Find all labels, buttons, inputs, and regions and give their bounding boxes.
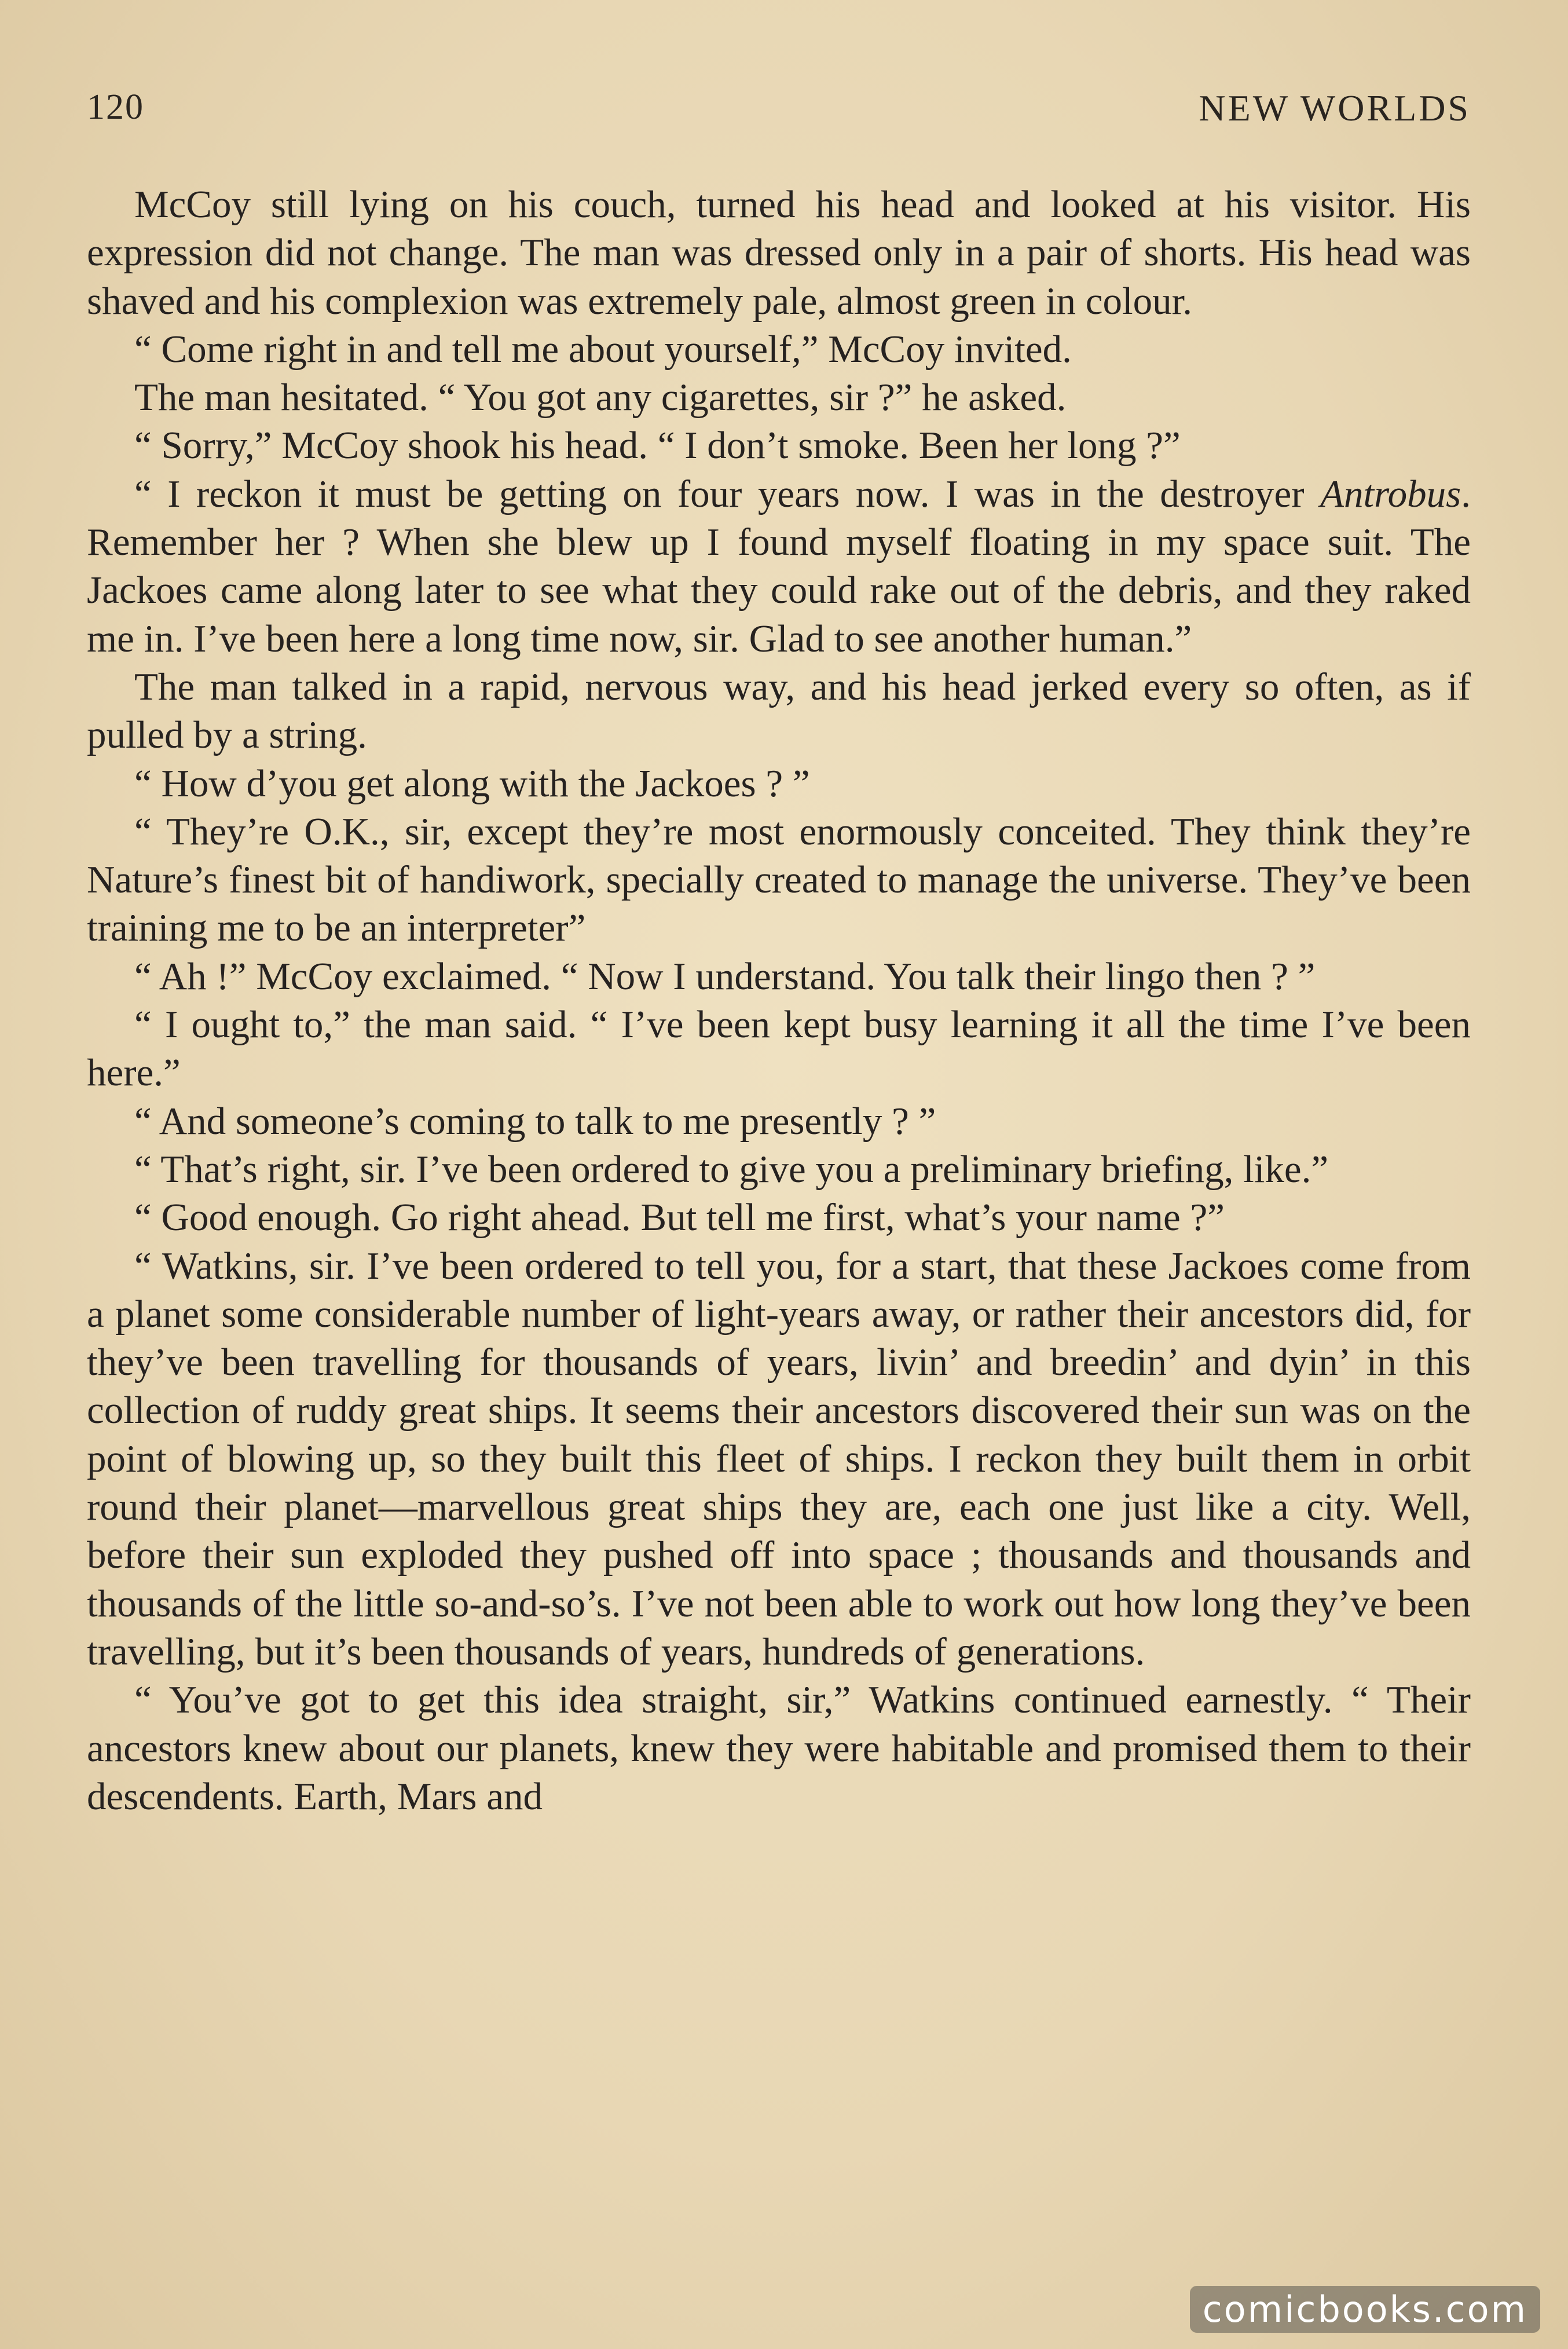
paragraph: McCoy still lying on his couch, turned his head and looked at his visitor. His expression did not change. The man was dressed only in a pair of shorts. His head was shaved and his complexion was extremely pale, almost green in colour. xyxy=(87,183,1471,323)
paragraph: “ Sorry,” McCoy shook his head. “ I don’t smoke. Been her long ?” xyxy=(134,424,1181,467)
body-text xyxy=(87,181,1471,1821)
paragraph: “ They’re O.K., sir, except they’re most enormously conceited. They think they’re Nature’s finest bit of handiwork, specially created to manage the universe. They’ve been training me to be an interpreter” xyxy=(87,810,1471,950)
page-number: 120 xyxy=(87,87,144,127)
paragraph: “ Ah !” McCoy exclaimed. “ Now I understand. You talk their lingo then ? ” xyxy=(134,954,1316,998)
paragraph: “ I reckon it must be getting on four years now. I was in the destroyer Antrobus. Remember her ? When she blew up I found myself floating in my space suit. The Jackoes came along later to see what they could rake out of the debris, and they raked me in. I’ve been here a long time now, sir. Glad to see another human.” xyxy=(87,472,1471,660)
paragraph: “ And someone’s coming to talk to me presently ? ” xyxy=(134,1099,936,1143)
paragraph: “ Good enough. Go right ahead. But tell me first, what’s your name ?” xyxy=(134,1196,1225,1239)
paragraph: The man hesitated. “ You got any cigarettes, sir ?” he asked. xyxy=(134,376,1067,419)
paragraph: “ You’ve got to get this idea straight, sir,” Watkins continued earnestly. “ Their ancestors knew about our planets, knew they were habitable and promised them to their descendents. Earth, Mars and xyxy=(87,1678,1471,1818)
paragraph: “ I ought to,” the man said. “ I’ve been kept busy learning it all the time I’ve been here.” xyxy=(87,1003,1471,1095)
running-head: NEW WORLDS xyxy=(1199,87,1471,129)
paragraph: “ Watkins, sir. I’ve been ordered to tell you, for a start, that these Jackoes come from a planet some considerable number of light-years away, or rather their ancestors did, for they’ve been travelling for thousands of years, livin’ and breedin’ and dyin’ in this collection of ruddy great ships. It seems their ancestors discovered their sun was on the point of blowing up, so they built this fleet of ships. I reckon they built them in orbit round their planet—marvellous great ships they are, each one just like a city. Well, before their sun exploded they pushed off into space ; thousands and thousands and thousands of the little so-and-so’s. I’ve not been able to work out how long they’ve been travelling, but it’s been thousands of years, hundreds of generations. xyxy=(87,1244,1471,1673)
ship-name: Antrobus xyxy=(1320,472,1461,515)
paragraph: “ Come right in and tell me about yourself,” McCoy invited. xyxy=(134,327,1072,371)
page-header xyxy=(87,87,1471,139)
watermark: comicbooks.com xyxy=(1190,2286,1540,2333)
paragraph: The man talked in a rapid, nervous way, and his head jerked every so often, as if pulled by a string. xyxy=(87,665,1471,757)
paragraph: “ That’s right, sir. I’ve been ordered to give you a preliminary briefing, like.” xyxy=(134,1147,1329,1191)
paragraph: “ How d’you get along with the Jackoes ? ” xyxy=(134,762,810,805)
